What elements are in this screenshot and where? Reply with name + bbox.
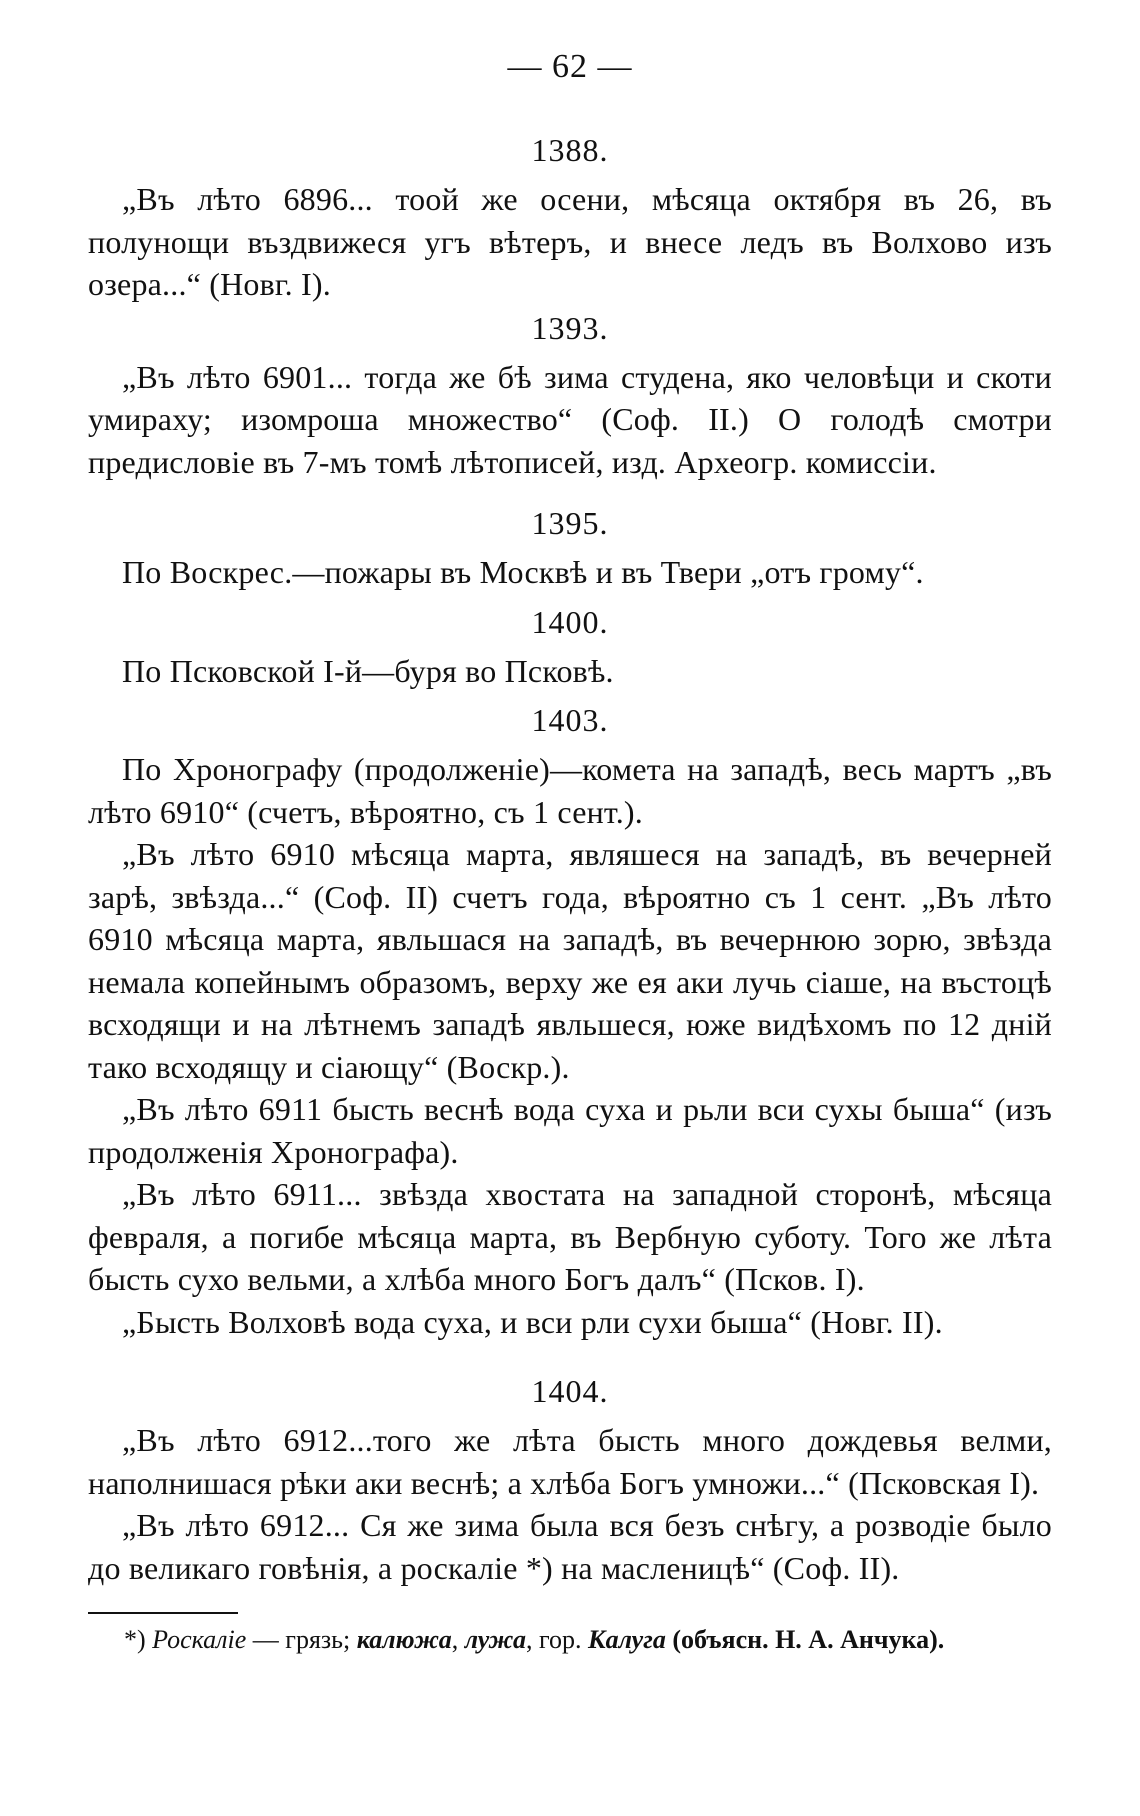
footnote-term: Роскаліе <box>152 1625 247 1654</box>
footnote-separator: , <box>451 1625 465 1654</box>
chronicle-paragraph: „Въ лѣто 6911... звѣзда хвостата на западной сторонѣ, мѣсяца февраля, а погибе мѣсяца марта, въ Вербную суботу. Того же лѣта бысть сухо вельми, а хлѣба много Богъ далъ“ (Псков. I). <box>88 1176 1052 1297</box>
chronicle-paragraph: „Въ лѣто 6901... тогда же бѣ зима студена, яко человѣци и скоти умираху; изомроша множество“ (Соф. II.) О голодѣ смотри предисловіе въ 7-мъ томѣ лѣтописей, изд. Археогр. комиссіи. <box>88 358 1052 480</box>
footnote-divider <box>88 1612 238 1614</box>
footnote-word: лужа <box>464 1625 527 1654</box>
footnote-separator: , гор. <box>526 1625 589 1654</box>
year-heading: 1400. <box>531 603 609 640</box>
chronicle-paragraph: По Хронографу (продолженіе)—комета на западѣ, весь мартъ „въ лѣто 6910“ (счетъ, вѣроятно, съ 1 сент.). <box>88 751 1052 830</box>
footnote-word: калюжа <box>356 1625 452 1654</box>
year-heading: 1395. <box>531 505 609 541</box>
year-heading: 1388. <box>531 132 609 168</box>
chronicle-paragraph: По Воскрес.—пожары въ Москвѣ и въ Твери „отъ грому“. <box>122 554 924 590</box>
chronicle-paragraph: „Въ лѣто 6896... тоой же осени, мѣсяца октября въ 26, въ полунощи въздвижеся угъ вѣтеръ, и внесе ледъ въ Волхово изъ озера...“ (Новг. I). <box>88 181 1052 302</box>
chronicle-paragraph: „Въ лѣто 6912...того же лѣта бысть много дождевья велми, наполнишася рѣки аки веснѣ; а хлѣба Богъ умножи...“ (Псковская I). <box>88 1422 1052 1501</box>
year-heading: 1393. <box>531 309 609 346</box>
footnote-definition: — грязь; <box>246 1625 357 1654</box>
footnote-city: Калуга <box>588 1625 666 1654</box>
chronicle-paragraph: „Въ лѣто 6912... Ся же зима была вся безъ снѣгу, а розводіе было до великаго говѣнія, а роскаліе *) на масленицѣ“ (Соф. II). <box>88 1507 1052 1586</box>
chronicle-text <box>88 128 1052 1589</box>
chronicle-paragraph: „Въ лѣто 6911 бысть веснѣ вода суха и рьли вси сухы быша“ (изъ продолженія Хронографа). <box>88 1091 1052 1170</box>
chronicle-paragraph: „Бысть Волховѣ вода суха, и вси рли сухи быша“ (Новг. II). <box>122 1303 943 1340</box>
footnote <box>124 1622 1054 1658</box>
chronicle-paragraph: „Въ лѣто 6910 мѣсяца марта, являшеся на западѣ, въ вечерней зарѣ, звѣзда...“ (Соф. II) счетъ года, вѣроятно съ 1 сент. „Въ лѣто 6910 мѣсяца марта, явльшася на западѣ, въ вечернюю зорю, звѣзда немала копейнымъ образомъ, верху же ея аки лучь сіаше, на въстоцѣ всходящи и на лѣтнемъ западѣ явльшеся, юже видѣхомъ по 12 дній тако всходящу и сіающу“ (Воскр.). <box>88 836 1052 1085</box>
chronicle-paragraph: По Псковской I-й—буря во Псковѣ. <box>122 652 614 689</box>
footnote-marker: *) <box>124 1625 146 1654</box>
year-heading: 1404. <box>531 1373 609 1409</box>
year-heading: 1403. <box>531 702 609 738</box>
footnote-attribution: (объясн. Н. А. Анчука). <box>665 1625 945 1654</box>
page-number: — 62 — <box>507 48 633 85</box>
